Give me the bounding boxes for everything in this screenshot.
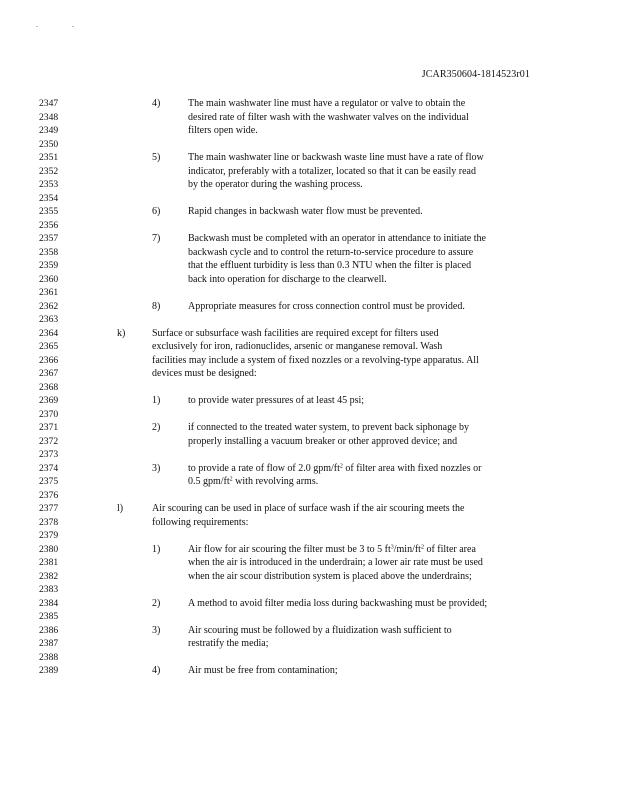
document-line: [0, 192, 618, 206]
item-marker: 2): [152, 422, 161, 433]
line-number: 2374: [39, 462, 59, 474]
superscript: 2: [339, 463, 343, 469]
text-run: backwash cycle and to control the return-to-service procedure to assure: [188, 246, 474, 258]
line-text: [188, 259, 471, 273]
document-line: [0, 556, 618, 570]
line-number: 2381: [39, 557, 59, 568]
line-text: [188, 421, 469, 435]
line-text: [152, 354, 479, 368]
line-text: [188, 624, 452, 638]
item-marker: 5): [152, 152, 161, 163]
line-text: [188, 232, 486, 246]
item-marker: 3): [152, 624, 161, 636]
document-line: [0, 421, 618, 435]
line-text: [152, 516, 248, 530]
line-number: 2382: [39, 570, 59, 582]
text-run: exclusively for iron, radionuclides, arsenic or manganese removal. Wash: [152, 341, 443, 352]
item-marker: 4): [152, 665, 161, 676]
text-run: back into operation for discharge to the clearwell.: [188, 273, 387, 285]
line-number: 2362: [39, 300, 59, 312]
document-line: [0, 111, 618, 125]
text-run: A method to avoid filter media loss during backwashing must be provided;: [188, 597, 488, 609]
document-line: [0, 165, 618, 179]
line-number: 2356: [39, 219, 59, 231]
line-number: 2388: [39, 651, 59, 663]
document-line: [0, 637, 618, 651]
scan-speck: [72, 26, 74, 27]
line-text: [188, 300, 465, 314]
line-number: 2351: [39, 152, 59, 163]
document-line: [0, 651, 618, 665]
text-run: when the air is introduced in the underdrain; a lower air rate must be used: [188, 557, 483, 568]
line-text: [188, 556, 483, 570]
text-run: that the effluent turbidity is less than 0.3 NTU when the filter is placed: [188, 260, 472, 271]
line-number: 2379: [39, 530, 59, 541]
text-run: desired rate of filter wash with the washwater valves on the individual: [188, 111, 469, 123]
line-number: 2353: [39, 179, 59, 190]
line-number: 2371: [39, 422, 59, 433]
document-line: [0, 394, 618, 408]
text-run: /min/ft: [393, 543, 421, 555]
document-line: [0, 138, 618, 152]
line-number: 2369: [39, 395, 59, 406]
document-line: [0, 529, 618, 543]
text-run: 0.5 gpm/ft: [188, 476, 230, 487]
line-text: [188, 151, 484, 165]
text-run: Air scouring can be used in place of surface wash if the air scouring meets the: [152, 503, 465, 514]
document-line: [0, 435, 618, 449]
text-run: The main washwater line or backwash waste line must have a rate of flow: [188, 152, 484, 163]
text-run: with revolving arms.: [232, 476, 319, 487]
item-marker: 4): [152, 98, 161, 109]
text-run: properly installing a vacuum breaker or other approved device; and: [188, 435, 458, 447]
line-text: [188, 570, 472, 584]
document-line: [0, 610, 618, 624]
item-marker: k): [117, 327, 126, 339]
document-line: [0, 367, 618, 381]
document-line: [0, 448, 618, 462]
document-line: [0, 570, 618, 584]
superscript: 2: [420, 544, 424, 550]
line-text: [188, 475, 318, 489]
line-number: 2384: [39, 597, 59, 609]
text-run: restratify the media;: [188, 638, 269, 649]
line-number: 2357: [39, 233, 59, 244]
line-text: [188, 178, 363, 192]
line-number: 2373: [39, 449, 59, 460]
document-line: [0, 232, 618, 246]
item-marker: 1): [152, 395, 161, 406]
line-number: 2387: [39, 638, 59, 649]
text-run: of filter area: [423, 543, 476, 555]
document-line: [0, 475, 618, 489]
line-number: 2377: [39, 503, 59, 514]
document-id-header: JCAR350604-1814523r01: [421, 69, 530, 80]
text-run: Rapid changes in backwash water flow must be prevented.: [188, 206, 423, 217]
document-line: [0, 462, 618, 476]
line-text: [152, 327, 439, 341]
line-number: 2360: [39, 273, 59, 285]
text-run: Air scouring must be followed by a fluidization wash sufficient to: [188, 624, 452, 636]
line-text: [188, 435, 457, 449]
text-run: filters open wide.: [188, 125, 258, 136]
line-number: 2349: [39, 125, 59, 136]
document-line: [0, 219, 618, 233]
text-run: Air must be free from contamination;: [188, 665, 338, 676]
line-number: 2361: [39, 287, 59, 298]
text-run: Surface or subsurface wash facilities are required except for filters used: [152, 327, 439, 339]
line-number: 2350: [39, 138, 59, 150]
document-line: [0, 489, 618, 503]
line-number: 2378: [39, 516, 59, 528]
document-line: [0, 408, 618, 422]
line-text: [188, 97, 465, 111]
item-marker: 7): [152, 233, 161, 244]
line-number: 2365: [39, 341, 59, 352]
line-number: 2375: [39, 476, 59, 487]
document-line: [0, 178, 618, 192]
text-run: facilities may include a system of fixed nozzles or a revolving-type apparatus. All: [152, 354, 479, 366]
item-marker: 6): [152, 206, 161, 217]
document-line: [0, 340, 618, 354]
document-line: [0, 124, 618, 138]
line-text: [152, 367, 257, 381]
document-line: [0, 583, 618, 597]
text-run: to provide water pressures of at least 45 psi;: [188, 395, 365, 406]
line-text: [188, 273, 387, 287]
line-number: 2370: [39, 408, 59, 420]
line-number: 2354: [39, 192, 59, 204]
text-run: following requirements:: [152, 516, 249, 528]
line-text: [188, 124, 258, 138]
line-number: 2364: [39, 327, 59, 339]
line-number: 2359: [39, 260, 59, 271]
line-number: 2380: [39, 543, 59, 555]
item-marker: 3): [152, 462, 161, 474]
superscript: 2: [229, 476, 233, 483]
line-number: 2358: [39, 246, 59, 258]
line-number: 2383: [39, 584, 59, 595]
superscript: 3: [390, 544, 394, 550]
scan-specks: [36, 26, 86, 32]
scan-speck: [36, 26, 38, 27]
line-text: [188, 111, 469, 125]
line-text: [188, 597, 487, 611]
line-number: 2372: [39, 435, 59, 447]
line-text: [188, 664, 338, 678]
item-marker: l): [117, 503, 124, 514]
line-text: [188, 394, 364, 408]
line-number: 2352: [39, 165, 59, 177]
document-line: [0, 259, 618, 273]
document-line: [0, 327, 618, 341]
line-number: 2347: [39, 98, 59, 109]
text-run: Air flow for air scouring the filter must be 3 to 5 ft: [188, 543, 391, 555]
line-number: 2386: [39, 624, 59, 636]
document-line: [0, 354, 618, 368]
numbered-text-body: [0, 97, 618, 678]
line-number: 2363: [39, 314, 59, 325]
document-line: [0, 543, 618, 557]
document-line: [0, 624, 618, 638]
document-line: [0, 286, 618, 300]
text-run: of filter area with fixed nozzles or: [342, 462, 482, 474]
line-number: 2376: [39, 489, 59, 501]
document-line: [0, 664, 618, 678]
document-line: [0, 381, 618, 395]
text-run: by the operator during the washing process.: [188, 179, 363, 190]
text-run: if connected to the treated water system, to prevent back siphonage by: [188, 422, 470, 433]
document-line: [0, 597, 618, 611]
document-line: [0, 502, 618, 516]
line-text: [188, 462, 481, 476]
line-text: [188, 165, 476, 179]
item-marker: 1): [152, 543, 161, 555]
document-line: [0, 151, 618, 165]
text-run: The main washwater line must have a regulator or valve to obtain the: [188, 98, 466, 109]
line-number: 2348: [39, 111, 59, 123]
document-line: [0, 313, 618, 327]
line-number: 2368: [39, 381, 59, 393]
line-number: 2366: [39, 354, 59, 366]
line-text: [188, 246, 473, 260]
item-marker: 8): [152, 300, 161, 312]
line-text: [152, 502, 464, 516]
text-run: to provide a rate of flow of 2.0 gpm/ft: [188, 462, 340, 474]
line-number: 2385: [39, 611, 59, 622]
document-line: [0, 273, 618, 287]
item-marker: 2): [152, 597, 161, 609]
document-line: [0, 300, 618, 314]
document-line: [0, 97, 618, 111]
text-run: devices must be designed:: [152, 368, 257, 379]
text-run: Appropriate measures for cross connection control must be provided.: [188, 300, 465, 312]
line-text: [188, 637, 269, 651]
text-run: indicator, preferably with a totalizer, located so that it can be easily read: [188, 165, 476, 177]
line-number: 2355: [39, 206, 59, 217]
line-number: 2367: [39, 368, 59, 379]
line-text: [188, 543, 476, 557]
document-line: [0, 205, 618, 219]
document-line: [0, 246, 618, 260]
text-run: Backwash must be completed with an operator in attendance to initiate the: [188, 233, 486, 244]
line-number: 2389: [39, 665, 59, 676]
text-run: when the air scour distribution system is placed above the underdrains;: [188, 570, 472, 582]
line-text: [188, 205, 423, 219]
document-line: [0, 516, 618, 530]
line-text: [152, 340, 442, 354]
